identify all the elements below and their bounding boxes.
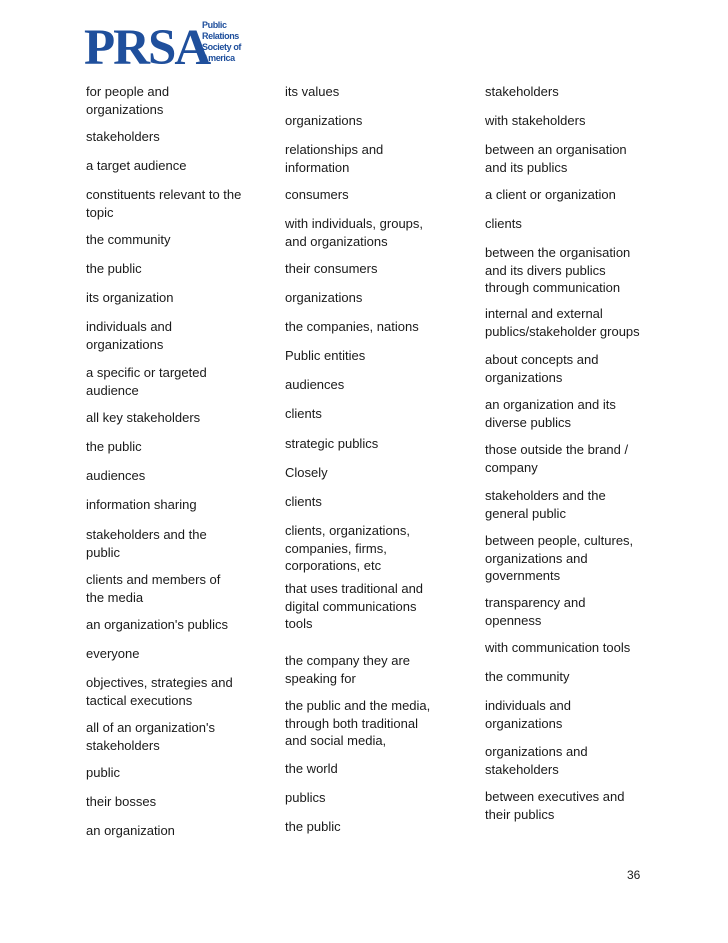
- list-item: individuals and organizations: [485, 698, 572, 731]
- list-item: an organization and its diverse publics: [485, 397, 616, 430]
- list-item: all of an organization's stakeholders: [86, 720, 215, 753]
- list-item: the public and the media, through both traditional and social media,: [285, 698, 431, 748]
- list-item: that uses traditional and digital communications tools: [285, 581, 424, 631]
- list-item: clients and members of the media: [86, 572, 221, 605]
- list-item: constituents relevant to the topic: [86, 187, 242, 220]
- list-item: with stakeholders: [485, 113, 586, 128]
- list-item: the company they are speaking for: [285, 653, 411, 686]
- list-item: everyone: [86, 646, 140, 661]
- list-item: publics: [285, 790, 326, 805]
- list-item: Closely: [285, 465, 328, 480]
- list-item: an organization's publics: [86, 617, 228, 632]
- list-item: public: [86, 765, 120, 780]
- list-item: between the organisation and its divers publics through communication: [485, 245, 631, 295]
- list-item: transparency and openness: [485, 595, 586, 628]
- list-item: clients: [285, 406, 322, 421]
- list-item: with communication tools: [485, 640, 631, 655]
- list-item: all key stakeholders: [86, 410, 201, 425]
- list-item: the public: [86, 439, 142, 454]
- logo-subtitle: [202, 20, 241, 64]
- list-item: the companies, nations: [285, 319, 419, 334]
- list-item: the community: [485, 669, 570, 684]
- list-item: its values: [285, 84, 340, 99]
- logo-subtitle-line: Relations: [202, 31, 239, 41]
- page-number: 36: [627, 868, 641, 882]
- list-item: the community: [86, 232, 171, 247]
- list-item: organizations and stakeholders: [485, 744, 588, 777]
- list-item: organizations: [285, 113, 363, 128]
- list-item: those outside the brand / company: [485, 442, 629, 475]
- list-item: objectives, strategies and tactical executions: [86, 675, 233, 708]
- prsa-logo: [84, 18, 254, 74]
- list-item: clients: [285, 494, 322, 509]
- list-item: a client or organization: [485, 187, 616, 202]
- logo-wordmark: PRSA: [84, 20, 210, 76]
- logo-subtitle-line: Society of: [202, 42, 242, 52]
- list-item: consumers: [285, 187, 349, 202]
- list-item: organizations: [285, 290, 363, 305]
- list-item: internal and external publics/stakeholder groups: [485, 306, 640, 339]
- list-item: individuals and organizations: [86, 319, 173, 352]
- list-item: between an organisation and its publics: [485, 142, 627, 175]
- list-item: clients, organizations, companies, firms, corporations, etc: [285, 523, 411, 573]
- logo-subtitle-line: America: [202, 53, 235, 63]
- list-item: the public: [285, 819, 341, 834]
- list-item: stakeholders and the general public: [485, 488, 606, 521]
- list-item: information sharing: [86, 497, 197, 512]
- list-item: about concepts and organizations: [485, 352, 599, 385]
- list-item: a target audience: [86, 158, 187, 173]
- list-item: the world: [285, 761, 338, 776]
- list-item: an organization: [86, 823, 175, 838]
- list-item: their consumers: [285, 261, 378, 276]
- list-item: Public entities: [285, 348, 366, 363]
- list-item: its organization: [86, 290, 174, 305]
- list-item: strategic publics: [285, 436, 379, 451]
- list-item: stakeholders and the public: [86, 527, 207, 560]
- list-item: between people, cultures, organizations and governments: [485, 533, 634, 583]
- list-item: audiences: [285, 377, 345, 392]
- list-item: for people and organizations: [86, 84, 170, 117]
- list-item: audiences: [86, 468, 146, 483]
- list-item: between executives and their publics: [485, 789, 625, 822]
- list-item: stakeholders: [485, 84, 559, 99]
- list-item: with individuals, groups, and organizations: [285, 216, 424, 249]
- logo-subtitle-line: Public: [202, 20, 227, 30]
- list-item: relationships and information: [285, 142, 384, 175]
- list-item: their bosses: [86, 794, 157, 809]
- list-item: stakeholders: [86, 129, 160, 144]
- list-item: the public: [86, 261, 142, 276]
- list-item: a specific or targeted audience: [86, 365, 207, 398]
- list-item: clients: [485, 216, 522, 231]
